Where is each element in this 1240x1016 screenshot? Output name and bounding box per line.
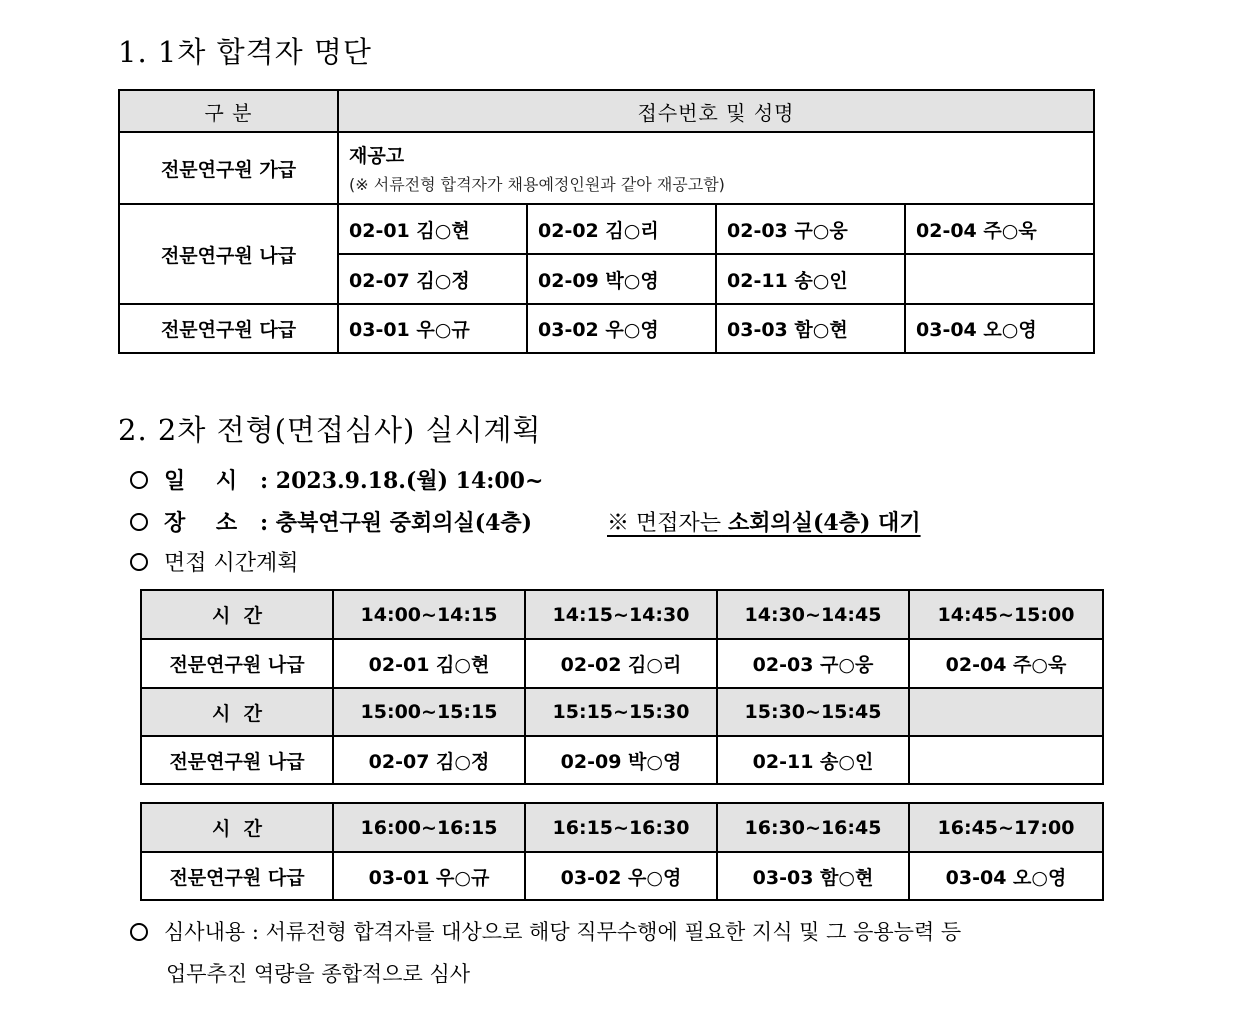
grade-c-entry: 03-01 우○규 [338, 304, 527, 353]
grade-b-entry: 02-09 박○영 [527, 254, 716, 304]
time-header: 시 간 [141, 688, 333, 736]
content-line1: : 서류전형 합격자를 대상으로 해당 직무수행에 필요한 지식 및 그 응용능력 등 [251, 920, 962, 944]
content-line [130, 916, 961, 946]
grade-label: 전문연구원 나급 [141, 639, 333, 688]
place-line [130, 506, 532, 537]
date-label: 일 시 [164, 468, 238, 494]
interviewee: 02-03 구○웅 [717, 639, 909, 688]
grade-c-entry: 03-04 오○영 [905, 304, 1094, 353]
schedule-table-2 [140, 802, 1104, 901]
grade-a-status: 재공고 [349, 145, 405, 167]
grade-b-label: 전문연구원 나급 [119, 204, 338, 304]
grade-label: 전문연구원 다급 [141, 852, 333, 900]
header-entries: 접수번호 및 성명 [338, 90, 1094, 132]
time-slot: 14:00~14:15 [333, 590, 525, 639]
grade-b-entry [905, 254, 1094, 304]
place-value: : 충북연구원 중회의실(4층) [260, 510, 533, 536]
grade-b-entry: 02-07 김○정 [338, 254, 527, 304]
circle-bullet-icon [130, 513, 148, 531]
notice-room: 소회의실(4층) 대기 [728, 510, 921, 536]
grade-label: 전문연구원 나급 [141, 736, 333, 784]
interviewee: 03-03 함○현 [717, 852, 909, 900]
grade-c-entry: 03-02 우○영 [527, 304, 716, 353]
circle-bullet-icon [130, 553, 148, 571]
time-slot [909, 688, 1103, 736]
interviewee: 03-02 우○영 [525, 852, 717, 900]
grade-b-entry: 02-02 김○리 [527, 204, 716, 254]
grade-a-cell [338, 132, 1094, 204]
schedule-label: 면접 시간계획 [164, 551, 299, 576]
interviewee: 03-01 우○규 [333, 852, 525, 900]
schedule-label-line [130, 546, 299, 577]
circle-bullet-icon [130, 471, 148, 489]
grade-c-entry: 03-03 함○현 [716, 304, 905, 353]
interviewee: 02-04 주○욱 [909, 639, 1103, 688]
time-slot: 15:30~15:45 [717, 688, 909, 736]
time-slot: 15:15~15:30 [525, 688, 717, 736]
pass-list-table [118, 89, 1095, 354]
section1-title: 1. 1차 합격자 명단 [118, 35, 372, 69]
waiting-notice [607, 506, 921, 537]
grade-c-label: 전문연구원 다급 [119, 304, 338, 353]
time-slot: 16:00~16:15 [333, 803, 525, 852]
grade-b-entry: 02-01 김○현 [338, 204, 527, 254]
content-line2: 업무추진 역량을 종합적으로 심사 [166, 962, 471, 986]
header-category: 구 분 [119, 90, 338, 132]
time-header: 시 간 [141, 803, 333, 852]
circle-bullet-icon [130, 923, 148, 941]
grade-a-note: (※ 서류전형 합격자가 채용예정인원과 같아 재공고함) [349, 175, 725, 194]
grade-b-entry: 02-04 주○욱 [905, 204, 1094, 254]
notice-prefix: ※ 면접자는 [607, 511, 722, 536]
time-slot: 16:45~17:00 [909, 803, 1103, 852]
time-slot: 16:15~16:30 [525, 803, 717, 852]
grade-b-entry: 02-03 구○웅 [716, 204, 905, 254]
section2-title: 2. 2차 전형(면접심사) 실시계획 [118, 413, 542, 447]
interviewee: 02-07 김○정 [333, 736, 525, 784]
date-line [130, 464, 543, 495]
time-slot: 14:30~14:45 [717, 590, 909, 639]
content-label: 심사내용 [164, 920, 246, 944]
interviewee [909, 736, 1103, 784]
content-line-2 [166, 958, 470, 988]
grade-b-entry: 02-11 송○인 [716, 254, 905, 304]
time-slot: 15:00~15:15 [333, 688, 525, 736]
interviewee: 02-11 송○인 [717, 736, 909, 784]
interviewee: 02-01 김○현 [333, 639, 525, 688]
interviewee: 02-02 김○리 [525, 639, 717, 688]
time-slot: 14:45~15:00 [909, 590, 1103, 639]
place-label: 장 소 [164, 510, 238, 536]
time-slot: 14:15~14:30 [525, 590, 717, 639]
time-header: 시 간 [141, 590, 333, 639]
schedule-table-1 [140, 589, 1104, 785]
interviewee: 03-04 오○영 [909, 852, 1103, 900]
grade-a-label: 전문연구원 가급 [119, 132, 338, 204]
time-slot: 16:30~16:45 [717, 803, 909, 852]
interviewee: 02-09 박○영 [525, 736, 717, 784]
date-value: : 2023.9.18.(월) 14:00~ [260, 468, 544, 494]
